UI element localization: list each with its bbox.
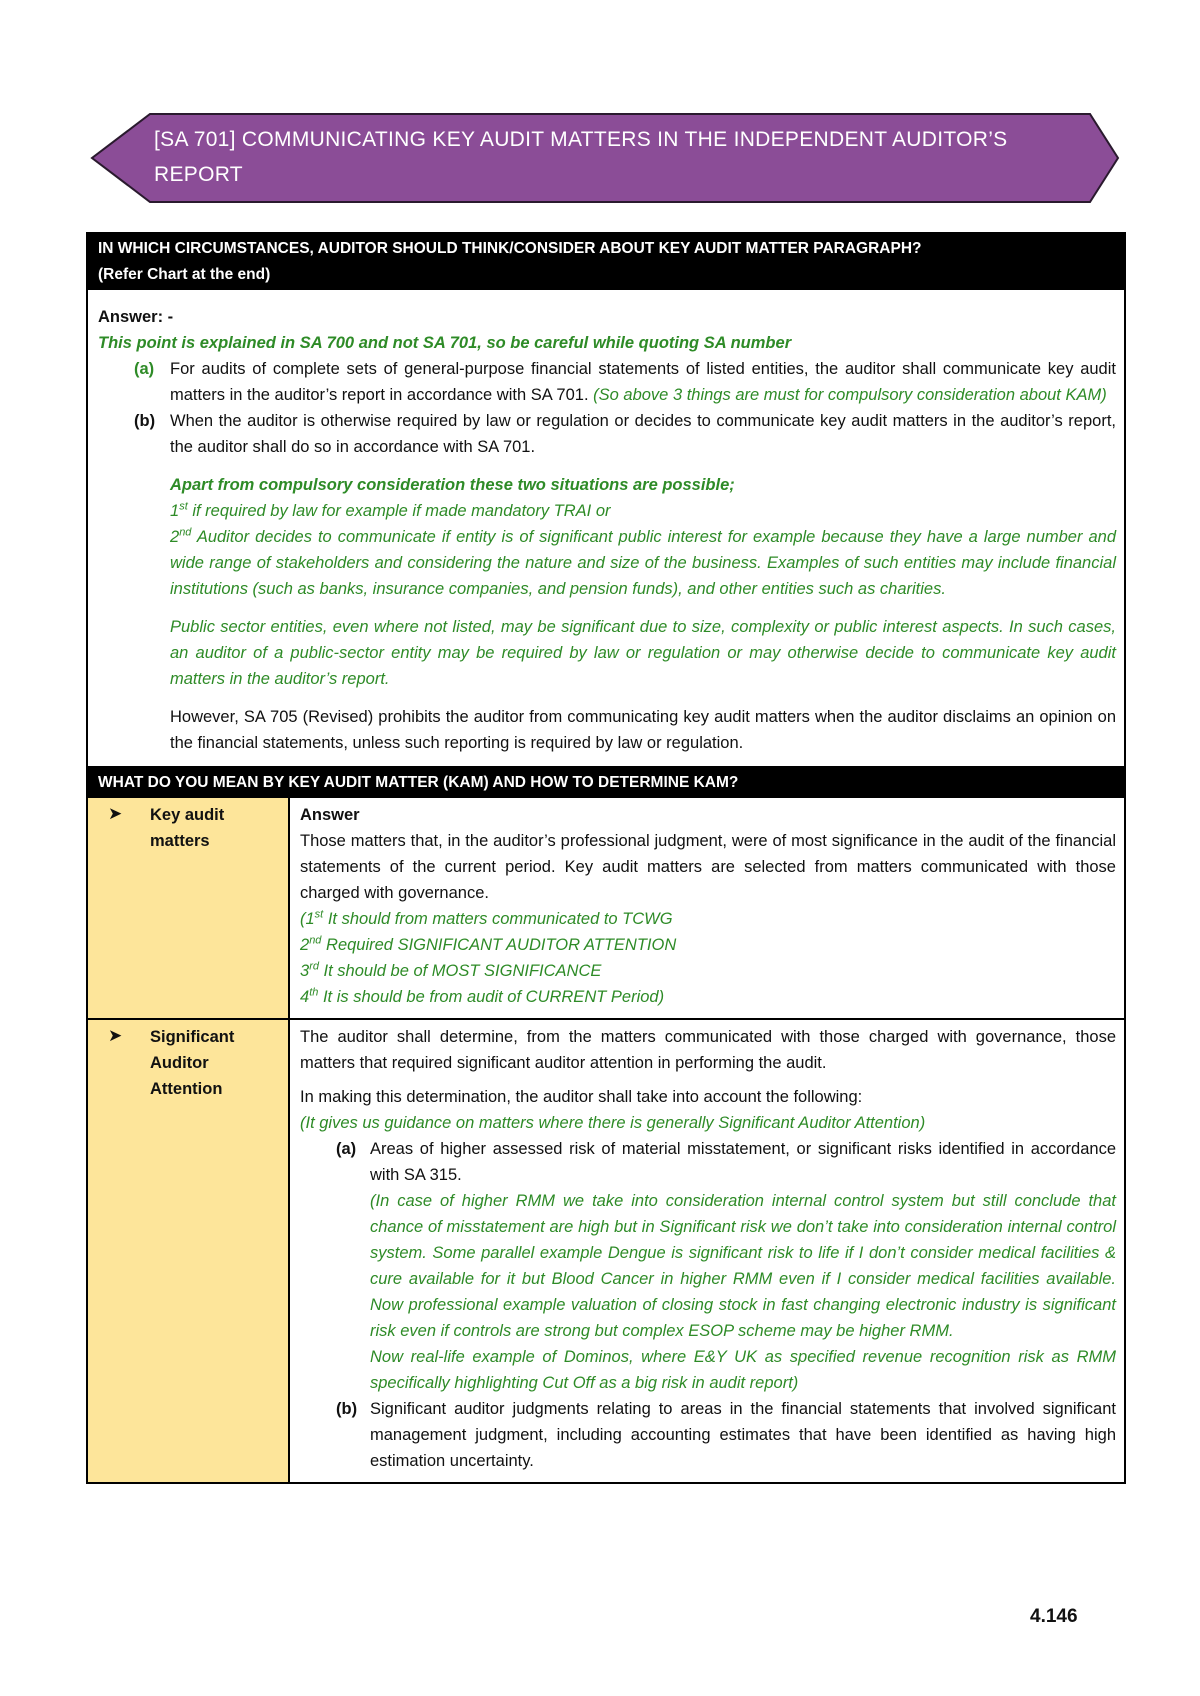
- saa-item-b-text: Significant auditor judgments relating to areas in the financial statements that involved significant management judgment, including accounting estimates that have been identified as having high estimation uncertainty.: [370, 1400, 1116, 1470]
- arrow-icon: ➤: [108, 804, 123, 823]
- section1-body: [88, 290, 1124, 766]
- kam-label-line2: matters: [150, 832, 210, 850]
- page-title: [SA 701] COMMUNICATING KEY AUDIT MATTERS IN THE INDEPENDENT AUDITOR’S REPORT: [154, 128, 1008, 186]
- saa-row: [88, 1018, 1124, 1482]
- title-banner: [90, 112, 1120, 204]
- saa-item-a-note2: Now real-life example of Dominos, where E&Y UK as specified revenue recognition risk as RMM specifically highlighting Cut Off as a big risk in audit report): [370, 1348, 1116, 1392]
- section1-heading: [88, 234, 1124, 290]
- kam-row: [88, 798, 1124, 1018]
- document-table: [86, 232, 1126, 1484]
- saa-label-line1: Significant: [150, 1028, 235, 1046]
- section2-heading: WHAT DO YOU MEAN BY KEY AUDIT MATTER (KAM) AND HOW TO DETERMINE KAM?: [88, 766, 1124, 798]
- saa-label-line2: Auditor: [150, 1054, 209, 1072]
- saa-label-cell: [88, 1020, 290, 1482]
- item-a-text: For audits of complete sets of general-purpose financial statements of listed entities, the auditor shall communicate key audit matters in the auditor’s report in accordance with SA 701.: [170, 360, 1116, 404]
- saa-item-a-label: (a): [336, 1140, 357, 1158]
- item-b-text: When the auditor is otherwise required by law or regulation or decides to communicate key audit matters in the auditor’s report, the auditor shall do so in accordance with SA 701.: [170, 412, 1116, 456]
- kam-point-2: 2nd Required SIGNIFICANT AUDITOR ATTENTION: [300, 934, 677, 954]
- however-text: However, SA 705 (Revised) prohibits the auditor from communicating key audit matters when the auditor disclaims an opinion on the financial statements, unless such reporting is required by law or regulation.: [170, 708, 1116, 752]
- saa-guide: (It gives us guidance on matters where there is generally Significant Auditor Attention): [300, 1114, 926, 1132]
- second-situation: 2nd Auditor decides to communicate if entity is of significant public interest for example because they have a large number and wide range of stakeholders and considering the nature and size of the business. Examples of such entities may include financial institutions (such as banks, insurance companies, and pension funds), and other entities such as charities.: [170, 526, 1116, 598]
- public-sector-text: Public sector entities, even where not listed, may be significant due to size, complexity or public interest aspects. In such cases, an auditor of a public-sector entity may be required by law or regulation or may otherwise decide to communicate key audit matters in the auditor’s report.: [170, 618, 1116, 688]
- saa-item-b-label: (b): [336, 1400, 358, 1418]
- apart-heading: Apart from compulsory consideration these two situations are possible;: [170, 476, 735, 494]
- kam-content-cell: [290, 798, 1124, 1018]
- item-a-note: (So above 3 things are must for compulsory consideration about KAM): [593, 386, 1107, 404]
- saa-text1: The auditor shall determine, from the matters communicated with those charged with governance, those matters that required significant auditor attention in performing the audit.: [300, 1028, 1116, 1072]
- kam-point-3: 3rd It should be of MOST SIGNIFICANCE: [300, 960, 602, 980]
- kam-label-cell: [88, 798, 290, 1018]
- kam-answer-label: Answer: [300, 806, 360, 824]
- kam-label-line1: Key audit: [150, 806, 225, 824]
- kam-definition: Those matters that, in the auditor’s professional judgment, were of most significance in the audit of the financial statements of the current period. Key audit matters are selected from matters communicated with those charged with governance.: [300, 832, 1116, 902]
- saa-item-b: [300, 1396, 1116, 1474]
- section1-heading-line1: IN WHICH CIRCUMSTANCES, AUDITOR SHOULD THINK/CONSIDER ABOUT KEY AUDIT MATTER PARAGRAPH?: [98, 240, 922, 257]
- saa-item-a-note: (In case of higher RMM we take into consideration internal control system but still conclude that chance of misstatement are high but in Significant risk we don’t take into consideration internal control system. Some parallel example Dengue is significant risk to life if I don’t consider medical facilities & cure available for it but Blood Cancer in higher RMM even if I consider medical facilities available. Now professional example valuation of closing stock in fast changing electronic industry is significant risk even if controls are strong but complex ESOP scheme may be higher RMM.: [370, 1192, 1116, 1340]
- list-item-a: [134, 356, 1116, 408]
- arrow-icon: ➤: [108, 1026, 123, 1045]
- saa-label-line3: Attention: [150, 1080, 223, 1098]
- saa-item-a-text: Areas of higher assessed risk of material misstatement, or significant risks identified in accordance with SA 315.: [370, 1140, 1116, 1184]
- item-a-label: (a): [134, 360, 155, 378]
- first-situation: 1st if required by law for example if made mandatory TRAI or: [170, 500, 611, 520]
- saa-text2: In making this determination, the auditor shall take into account the following:: [300, 1088, 863, 1106]
- sa-note: This point is explained in SA 700 and not SA 701, so be careful while quoting SA number: [98, 334, 792, 352]
- saa-item-a: [300, 1136, 1116, 1396]
- item-b-label: (b): [134, 412, 156, 430]
- saa-content-cell: [290, 1020, 1124, 1482]
- section1-heading-line2: (Refer Chart at the end): [98, 266, 271, 283]
- kam-point-1: (1st It should from matters communicated to TCWG: [300, 908, 673, 928]
- list-item-b: [134, 408, 1116, 460]
- page-number: 4.146: [1030, 1606, 1078, 1627]
- kam-point-4: 4th It is should be from audit of CURRENT Period): [300, 986, 665, 1006]
- answer-label: Answer: -: [98, 308, 174, 326]
